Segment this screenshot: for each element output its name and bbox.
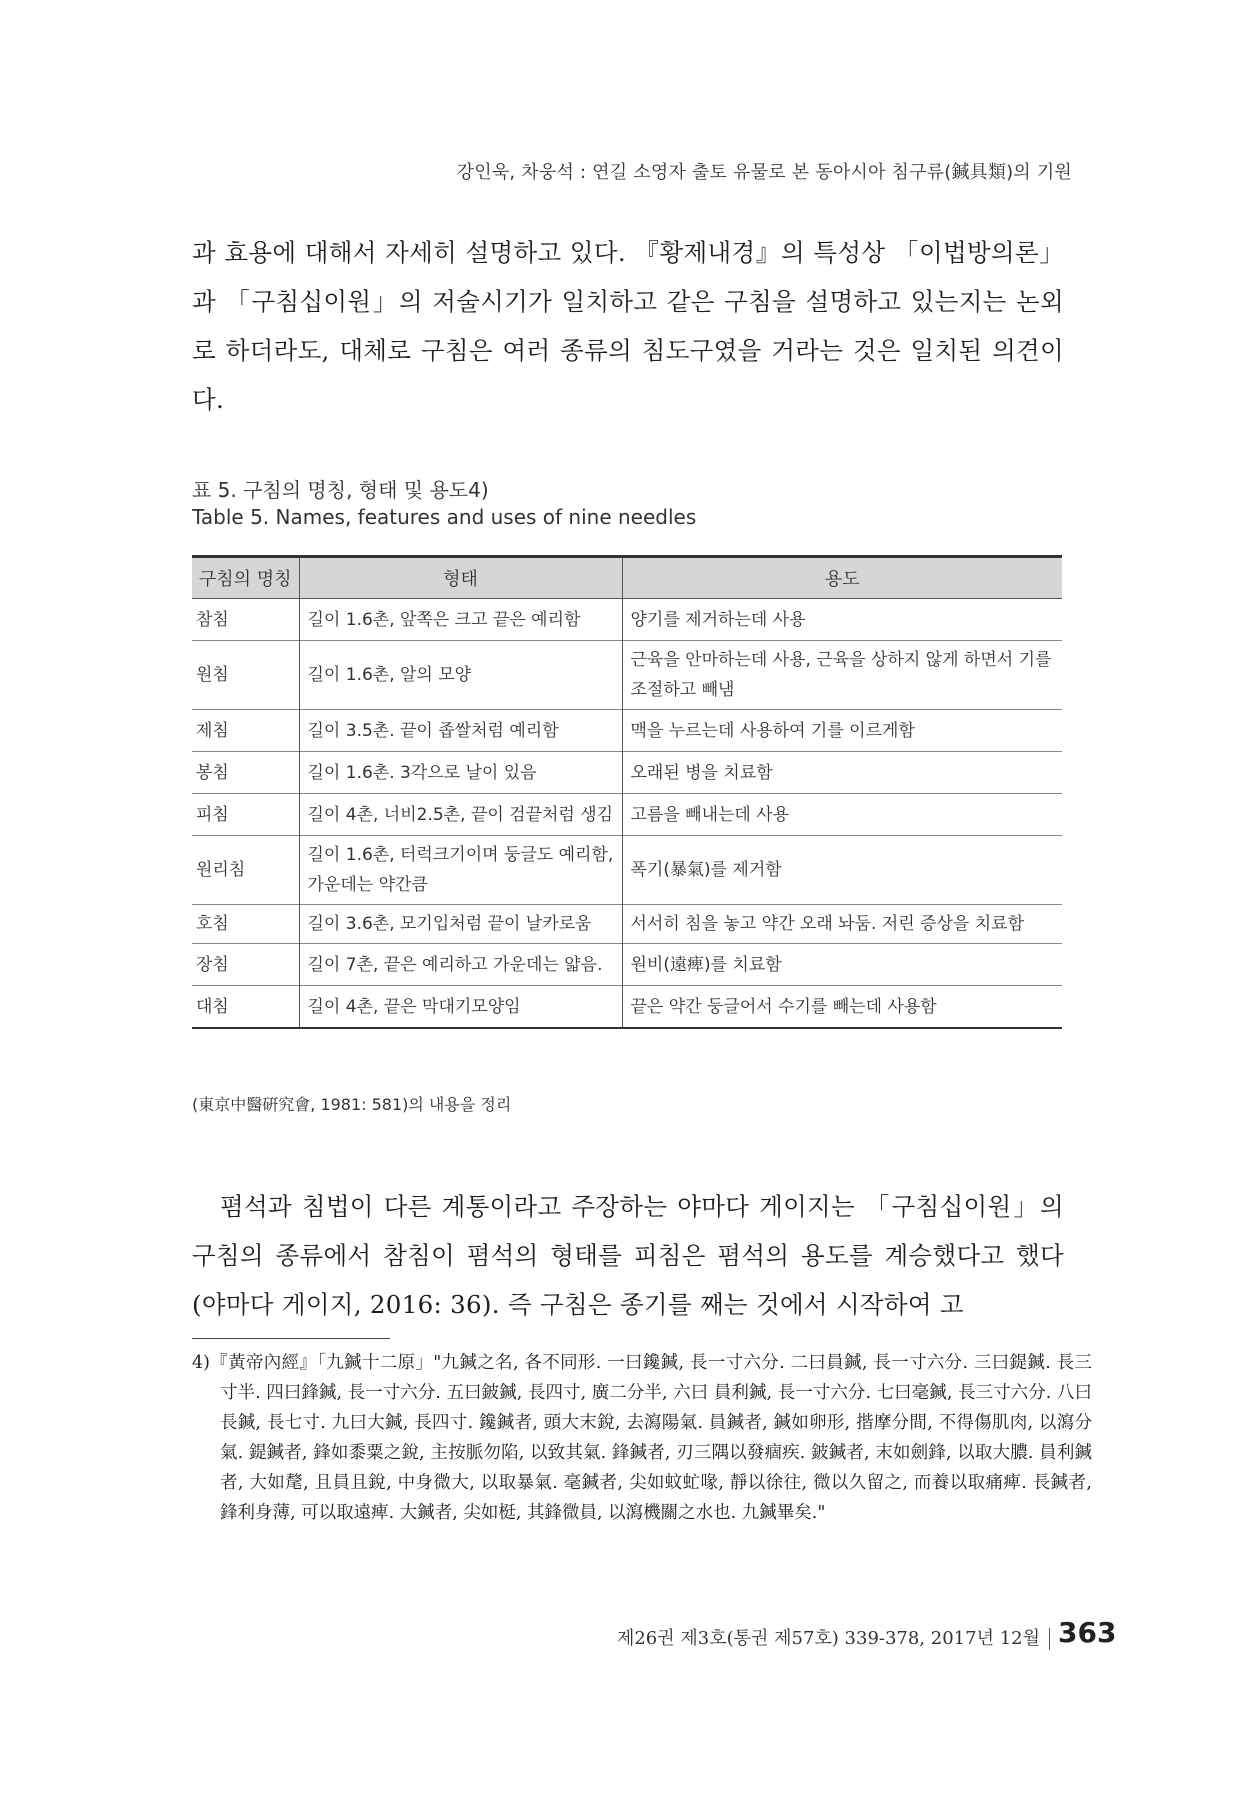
footnote-divider [192, 1338, 390, 1339]
needle-use-cell: 끝은 약간 둥글어서 수기를 빼는데 사용함 [622, 986, 1062, 1029]
needle-name-cell: 원리침 [192, 836, 299, 905]
needle-name-cell: 참침 [192, 599, 299, 641]
needle-name-cell: 원침 [192, 641, 299, 710]
column-header-use: 용도 [622, 557, 1062, 599]
page-number: 363 [1058, 1616, 1117, 1649]
needle-form-cell: 길이 4촌, 너비2.5촌, 끝이 검끝처럼 생김 [299, 794, 622, 836]
page-number-divider [1049, 1628, 1050, 1650]
needle-use-cell: 서서히 침을 놓고 약간 오래 놔둠. 저린 증상을 치료함 [622, 905, 1062, 944]
needle-form-cell: 길이 4촌, 끝은 막대기모양임 [299, 986, 622, 1029]
table-row [192, 944, 1062, 986]
table-row [192, 599, 1062, 641]
needle-use-cell: 맥을 누르는데 사용하여 기를 이르게함 [622, 710, 1062, 752]
needle-name-cell: 피침 [192, 794, 299, 836]
needle-form-cell: 길이 1.6촌, 터럭크기이며 둥글도 예리함, 가운데는 약간큼 [299, 836, 622, 905]
table-row [192, 836, 1062, 905]
needle-name-cell: 제침 [192, 710, 299, 752]
body-paragraph: 폄석과 침법이 다른 계통이라고 주장하는 야마다 게이지는 「구침십이원」의 구침의 종류에서 참침이 폄석의 형태를 피침은 폄석의 용도를 계승했다고 했다(야마다 게이지, 2016: 36). 즉 구침은 종기를 째는 것에서 시작하여 고 [192, 1192, 1064, 1319]
needle-use-cell: 폭기(暴氣)를 제거함 [622, 836, 1062, 905]
table-header-row [192, 557, 1062, 599]
nine-needles-table [192, 555, 1062, 1029]
table-row [192, 986, 1062, 1029]
journal-citation: 제26권 제3호(통권 제57호) 339-378, 2017년 12월 [616, 1628, 1040, 1649]
needle-name-cell: 장침 [192, 944, 299, 986]
body-paragraph: 과 효용에 대해서 자세히 설명하고 있다. 『황제내경』의 특성상 「이법방의론」과 「구침십이원」의 저술시기가 일치하고 같은 구침을 설명하고 있는지는 논외로 하더라도, 대체로 구침은 여러 종류의 침도구였을 거라는 것은 일치된 의견이다. [192, 238, 1064, 414]
needle-use-cell: 양기를 제거하는데 사용 [622, 599, 1062, 641]
needle-name-cell: 호침 [192, 905, 299, 944]
table-caption-korean: 표 5. 구침의 명칭, 형태 및 용도4) [192, 478, 489, 502]
needle-name-cell: 대침 [192, 986, 299, 1029]
table-row [192, 710, 1062, 752]
table-row [192, 641, 1062, 710]
needle-form-cell: 길이 1.6촌, 앞쪽은 크고 끝은 예리함 [299, 599, 622, 641]
needle-name-cell: 봉침 [192, 752, 299, 794]
needle-use-cell: 오래된 병을 치료함 [622, 752, 1062, 794]
needle-use-cell: 고름을 빼내는데 사용 [622, 794, 1062, 836]
needle-form-cell: 길이 3.5촌. 끝이 좁쌀처럼 예리함 [299, 710, 622, 752]
table-row [192, 752, 1062, 794]
needle-use-cell: 근육을 안마하는데 사용, 근육을 상하지 않게 하면서 기를 조절하고 빼냄 [622, 641, 1062, 710]
needle-form-cell: 길이 7촌, 끝은 예리하고 가운데는 얇음. [299, 944, 622, 986]
needle-form-cell: 길이 3.6촌, 모기입처럼 끝이 날카로움 [299, 905, 622, 944]
table-row [192, 794, 1062, 836]
table-caption-english: Table 5. Names, features and uses of nine needles [192, 505, 697, 529]
needle-use-cell: 원비(遠痺)를 치료함 [622, 944, 1062, 986]
table-source-note: (東京中醫硏究會, 1981: 581)의 내용을 정리 [192, 1095, 512, 1114]
needle-form-cell: 길이 1.6촌. 3각으로 날이 있음 [299, 752, 622, 794]
table-row [192, 905, 1062, 944]
running-header: 강인욱, 차웅석 : 연길 소영자 출토 유물로 본 동아시아 침구류(鍼具類)의 기원 [456, 162, 1072, 183]
column-header-form: 형태 [299, 557, 622, 599]
needle-form-cell: 길이 1.6촌, 알의 모양 [299, 641, 622, 710]
column-header-name: 구침의 명칭 [192, 557, 299, 599]
footnote: 4)『黃帝內經』「九鍼十二原」"九鍼之名, 各不同形. 一曰鑱鍼, 長一寸六分. 二曰員鍼, 長一寸六分. 三曰鍉鍼. 長三寸半. 四曰鋒鍼, 長一寸六分. 五曰鈹鍼, 長四寸, 廣二分半, 六曰 員利鍼, 長一寸六分. 七曰毫鍼, 長三寸六分. 八曰長鍼, 長七寸. 九曰大鍼, 長四寸. 鑱鍼者, 頭大末銳, 去瀉陽氣. 員鍼者, 鍼如卵形, 揩摩分間, 不得傷肌肉, 以瀉分氣. 鍉鍼者, 鋒如黍粟之銳, 主按脈勿陷, 以致其氣. 鋒鍼者, 刃三隅以發痼疾. 鈹鍼者, 末如劍鋒, 以取大膿. 員利鍼者, 大如氂, 且員且銳, 中身微大, 以取暴氣. 毫鍼者, 尖如蚊虻喙, 靜以徐往, 微以久留之, 而養以取痛痺. 長鍼者, 鋒利身薄, 可以取遠痺. 大鍼者, 尖如梃, 其鋒微員, 以瀉機關之水也. 九鍼畢矣." [192, 1353, 1092, 1523]
